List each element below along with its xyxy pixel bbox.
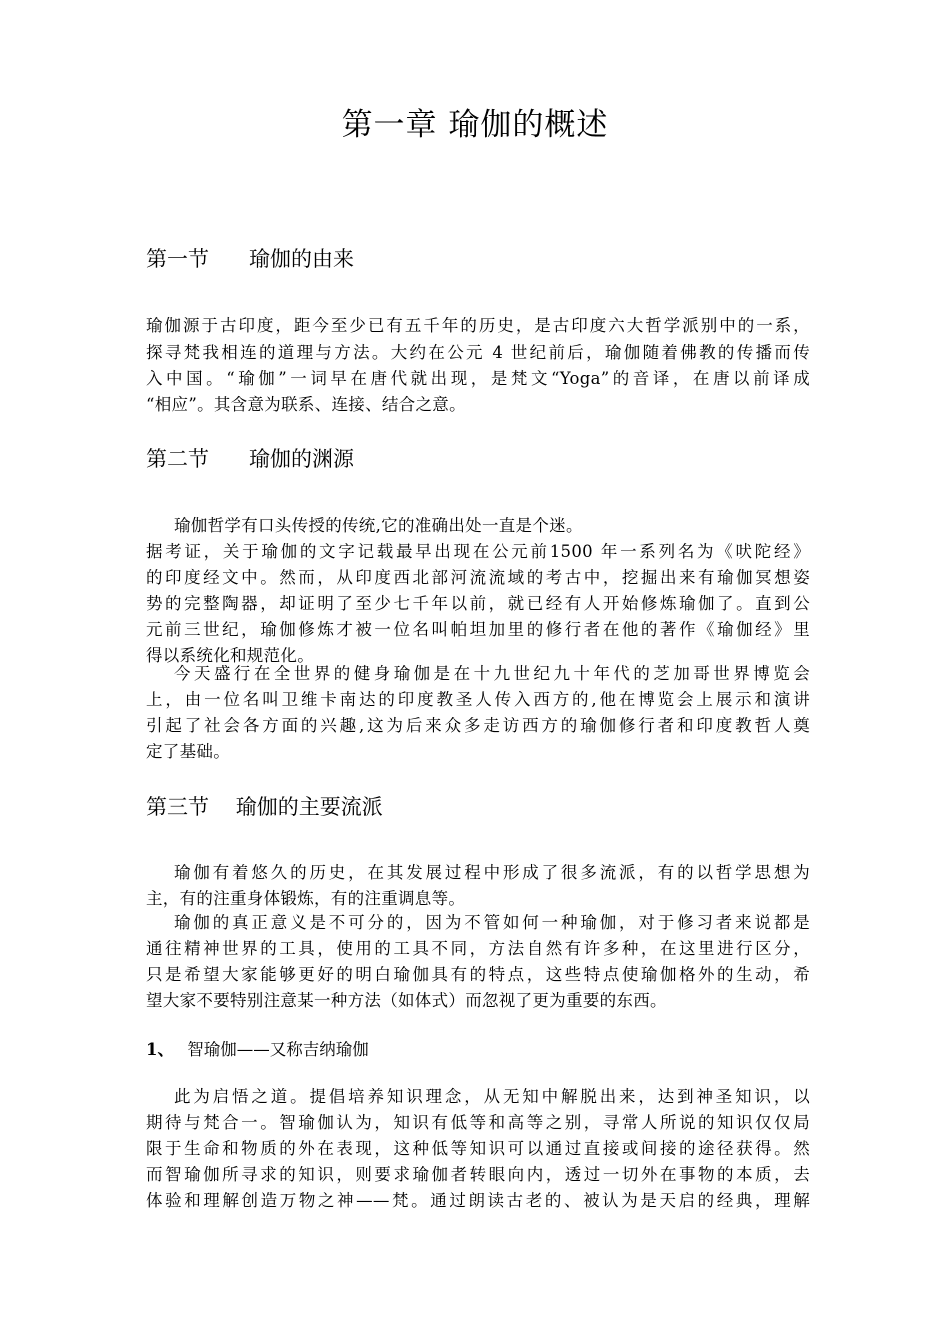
paragraph-line: 期待与梵合一。智瑜伽认为，知识有低等和高等之别，寻常人所说的知识仅仅局: [146, 1113, 810, 1132]
paragraph-line: 此为启悟之道。提倡培养知识理念，从无知中解脱出来，达到神圣知识，以: [174, 1087, 810, 1106]
paragraph-line: 通往精神世界的工具，使用的工具不同，方法自然有许多种，在这里进行区分，: [146, 939, 810, 958]
paragraph-line: 探寻梵我相连的道理与方法。大约在公元 4 世纪前后，瑜伽随着佛教的传播而传: [146, 343, 810, 362]
paragraph-line: 据考证，关于瑜伽的文字记载最早出现在公元前1500 年一系列名为《吠陀经》: [146, 542, 810, 561]
paragraph-line: 上，由一位名叫卫维卡南达的印度教圣人传入西方的,他在博览会上展示和演讲: [146, 690, 810, 709]
subsection-number: 1、: [146, 1040, 174, 1059]
paragraph-line: 瑜伽源于古印度，距今至少已有五千年的历史，是古印度六大哲学派别中的一系，: [146, 316, 810, 335]
paragraph-line: 入中国。“瑜伽”一词早在唐代就出现，是梵文“Yoga”的音译，在唐以前译成: [146, 369, 810, 388]
paragraph-line: 望大家不要特别注意某一种方法（如体式）而忽视了更为重要的东西。: [146, 991, 667, 1010]
paragraph-line: 得以系统化和规范化。: [146, 646, 314, 665]
paragraph-line: 今天盛行在全世界的健身瑜伽是在十九世纪九十年代的芝加哥世界博览会: [174, 664, 810, 683]
paragraph-line: 定了基础。: [146, 742, 230, 761]
subsection-title: 智瑜伽——又称吉纳瑜伽: [187, 1040, 369, 1059]
paragraph-line: “相应”。其含意为联系、连接、结合之意。: [146, 395, 466, 414]
chapter-title: 第一章 瑜伽的概述: [341, 107, 609, 143]
paragraph-line: 瑜伽哲学有口头传授的传统,它的准确出处一直是个迷。: [174, 516, 583, 535]
subsection-heading: [146, 1037, 369, 1062]
paragraph-line: 势的完整陶器，却证明了至少七千年以前，就已经有人开始修炼瑜伽了。直到公: [146, 594, 810, 613]
section-heading-1: 第一节 瑜伽的由来: [146, 247, 355, 271]
paragraph-line: 瑜伽有着悠久的历史，在其发展过程中形成了很多流派，有的以哲学思想为: [174, 863, 810, 882]
section-heading-3: 第三节 瑜伽的主要流派: [146, 795, 383, 819]
paragraph-line: 而智瑜伽所寻求的知识，则要求瑜伽者转眼向内，透过一切外在事物的本质，去: [146, 1165, 810, 1184]
paragraph-line: 的印度经文中。然而，从印度西北部河流流域的考古中，挖掘出来有瑜伽冥想姿: [146, 568, 810, 587]
paragraph-line: 限于生命和物质的外在表现，这种低等知识可以通过直接或间接的途径获得。然: [146, 1139, 810, 1158]
section-heading-2: 第二节 瑜伽的渊源: [146, 447, 355, 471]
paragraph-line: 主，有的注重身体锻炼，有的注重调息等。: [146, 889, 466, 908]
paragraph-line: 体验和理解创造万物之神——梵。通过朗读古老的、被认为是天启的经典，理解: [146, 1191, 810, 1210]
paragraph-line: 瑜伽的真正意义是不可分的，因为不管如何一种瑜伽，对于修习者来说都是: [174, 913, 810, 932]
paragraph-line: 元前三世纪，瑜伽修炼才被一位名叫帕坦加里的修行者在他的著作《瑜伽经》里: [146, 620, 810, 639]
paragraph-line: 引起了社会各方面的兴趣,这为后来众多走访西方的瑜伽修行者和印度教哲人奠: [146, 716, 810, 735]
paragraph-line: 只是希望大家能够更好的明白瑜伽具有的特点，这些特点使瑜伽格外的生动，希: [146, 965, 810, 984]
